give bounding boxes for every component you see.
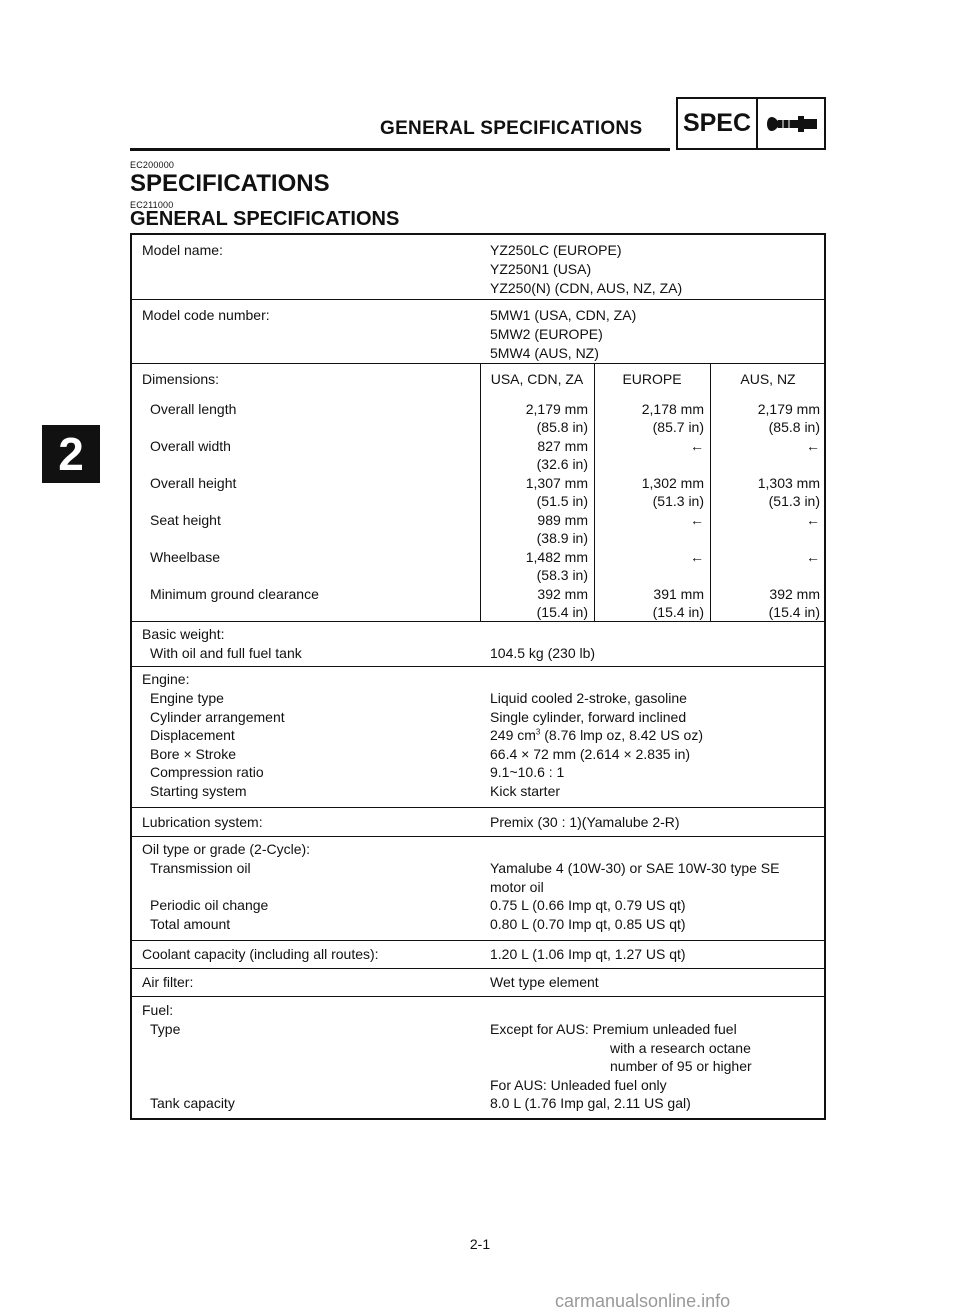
dim-value: (85.8 in) <box>768 419 820 435</box>
dim-value: ← <box>690 438 704 454</box>
row-air-filter <box>132 968 824 996</box>
dim-value: (51.5 in) <box>536 493 588 509</box>
header-title: GENERAL SPECIFICATIONS <box>380 118 643 139</box>
dim-value: (15.4 in) <box>536 604 588 620</box>
oil-item-value: 0.80 L (0.70 Imp qt, 0.85 US qt) <box>490 916 686 932</box>
row-coolant <box>132 940 824 968</box>
fuel-item-value: Except for AUS: Premium unleaded fuel <box>490 1021 737 1037</box>
value: YZ250LC (EUROPE) <box>490 242 622 258</box>
label: Engine: <box>142 671 190 687</box>
spec-table <box>130 233 826 1120</box>
row-model-name <box>132 235 824 299</box>
oil-item-value: Yamalube 4 (10W-30) or SAE 10W-30 type SE <box>490 860 780 876</box>
dim-value: (51.3 in) <box>652 493 704 509</box>
column-header: EUROPE <box>622 371 682 387</box>
page-number: 2-1 <box>469 1236 491 1252</box>
row-dimensions <box>132 363 824 621</box>
oil-item-name: Periodic oil change <box>150 897 269 913</box>
engine-item-name: Bore × Stroke <box>150 746 236 762</box>
value: 1.20 L (1.06 Imp qt, 1.27 US qt) <box>490 946 686 962</box>
dim-value: (85.8 in) <box>536 419 588 435</box>
fuel-item-value: 8.0 L (1.76 Imp gal, 2.11 US gal) <box>490 1095 691 1111</box>
label: Model name: <box>142 242 223 258</box>
dim-value: ← <box>690 512 704 528</box>
oil-item-value: motor oil <box>490 879 544 895</box>
dim-value: 1,482 mm <box>525 549 588 565</box>
fuel-item-value: number of 95 or higher <box>610 1058 752 1074</box>
dim-value: (32.6 in) <box>536 456 588 472</box>
dim-value: (15.4 in) <box>768 604 820 620</box>
dim-value: 827 mm <box>537 438 588 454</box>
dim-value: (58.3 in) <box>536 567 588 583</box>
row-model-code <box>132 299 824 363</box>
section-code: EC200000 <box>130 160 175 170</box>
label: Lubrication system: <box>142 814 263 830</box>
value: 104.5 kg (230 lb) <box>490 645 596 661</box>
dim-value: 1,307 mm <box>525 475 588 491</box>
row-lubrication <box>132 807 824 836</box>
value: YZ250(N) (CDN, AUS, NZ, ZA) <box>490 280 683 296</box>
oil-item-name: Transmission oil <box>150 860 251 876</box>
dim-value: (38.9 in) <box>536 530 588 546</box>
row-basic-weight <box>132 621 824 666</box>
dim-value: 2,179 mm <box>525 401 588 417</box>
fuel-item-name: Type <box>150 1021 181 1037</box>
dim-name: Minimum ground clearance <box>150 586 319 602</box>
dim-value: (85.7 in) <box>652 419 704 435</box>
row-oil <box>132 836 824 940</box>
section-heading: GENERAL SPECIFICATIONS <box>130 208 400 230</box>
fuel-item-value: For AUS: Unleaded fuel only <box>490 1077 667 1093</box>
page-heading: SPECIFICATIONS <box>130 170 330 197</box>
row-engine <box>132 666 824 807</box>
displacement-value: 249 cm <box>490 727 536 743</box>
value: Wet type element <box>490 974 599 990</box>
dim-value: 1,302 mm <box>641 475 704 491</box>
label: Oil type or grade (2-Cycle): <box>142 841 311 857</box>
value: 5MW2 (EUROPE) <box>490 326 603 342</box>
oil-item-value: 0.75 L (0.66 Imp qt, 0.79 US qt) <box>490 897 686 913</box>
dim-value: 989 mm <box>537 512 588 528</box>
engine-item-value: Kick starter <box>490 783 561 799</box>
superscript: 3 <box>535 727 541 737</box>
dim-name: Seat height <box>150 512 221 528</box>
value: 5MW4 (AUS, NZ) <box>490 345 599 361</box>
column-header: USA, CDN, ZA <box>490 371 584 387</box>
dim-value: ← <box>806 549 820 565</box>
micrometer-icon <box>758 99 824 148</box>
label: Model code number: <box>142 307 270 323</box>
header-rule <box>130 148 670 151</box>
engine-item-value: Liquid cooled 2-stroke, gasoline <box>490 690 687 706</box>
displacement-value-rest: (8.76 lmp oz, 8.42 US oz) <box>540 727 704 743</box>
label: Dimensions: <box>142 371 220 387</box>
label: Air filter: <box>142 974 194 990</box>
spec-badge <box>676 97 826 150</box>
dim-value: ← <box>690 549 704 565</box>
label: Basic weight: <box>142 626 225 642</box>
label: Coolant capacity (including all routes): <box>142 946 379 962</box>
engine-item-name: Displacement <box>150 727 235 743</box>
subsection-code: EC211000 <box>130 200 174 210</box>
sub-label: With oil and full fuel tank <box>150 645 302 661</box>
dim-value: 391 mm <box>653 586 704 602</box>
engine-item-name: Starting system <box>150 783 247 799</box>
column-header: AUS, NZ <box>740 371 796 387</box>
dim-value: 2,178 mm <box>641 401 704 417</box>
engine-item-name: Cylinder arrangement <box>150 709 285 725</box>
dim-value: 2,179 mm <box>757 401 820 417</box>
dim-value: 392 mm <box>769 586 820 602</box>
dim-value: (15.4 in) <box>652 604 704 620</box>
dim-value: 392 mm <box>537 586 588 602</box>
engine-item-name: Compression ratio <box>150 764 264 780</box>
engine-item-value: Single cylinder, forward inclined <box>490 709 687 725</box>
dim-value: ← <box>806 438 820 454</box>
dim-name: Overall length <box>150 401 237 417</box>
row-fuel <box>132 996 824 1118</box>
fuel-item-value: with a research octane <box>610 1040 751 1056</box>
spec-badge-label: SPEC <box>678 99 758 148</box>
dim-value: ← <box>806 512 820 528</box>
value: Premix (30 : 1)(Yamalube 2-R) <box>490 814 680 830</box>
value: YZ250N1 (USA) <box>490 261 592 277</box>
label: Fuel: <box>142 1002 174 1018</box>
dim-name: Overall height <box>150 475 237 491</box>
engine-item-value: 66.4 × 72 mm (2.614 × 2.835 in) <box>490 746 691 762</box>
dim-name: Overall width <box>150 438 231 454</box>
fuel-item-name: Tank capacity <box>150 1095 235 1111</box>
engine-item-value: 9.1~10.6 : 1 <box>490 764 565 780</box>
oil-item-name: Total amount <box>150 916 231 932</box>
dim-value: 1,303 mm <box>757 475 820 491</box>
value: 5MW1 (USA, CDN, ZA) <box>490 307 637 323</box>
engine-item-value <box>490 726 703 745</box>
dim-name: Wheelbase <box>150 549 221 565</box>
chapter-tab: 2 <box>42 425 100 483</box>
dim-value: (51.3 in) <box>768 493 820 509</box>
engine-item-name: Engine type <box>150 690 224 706</box>
watermark: carmanualsonline.info <box>555 1291 731 1311</box>
